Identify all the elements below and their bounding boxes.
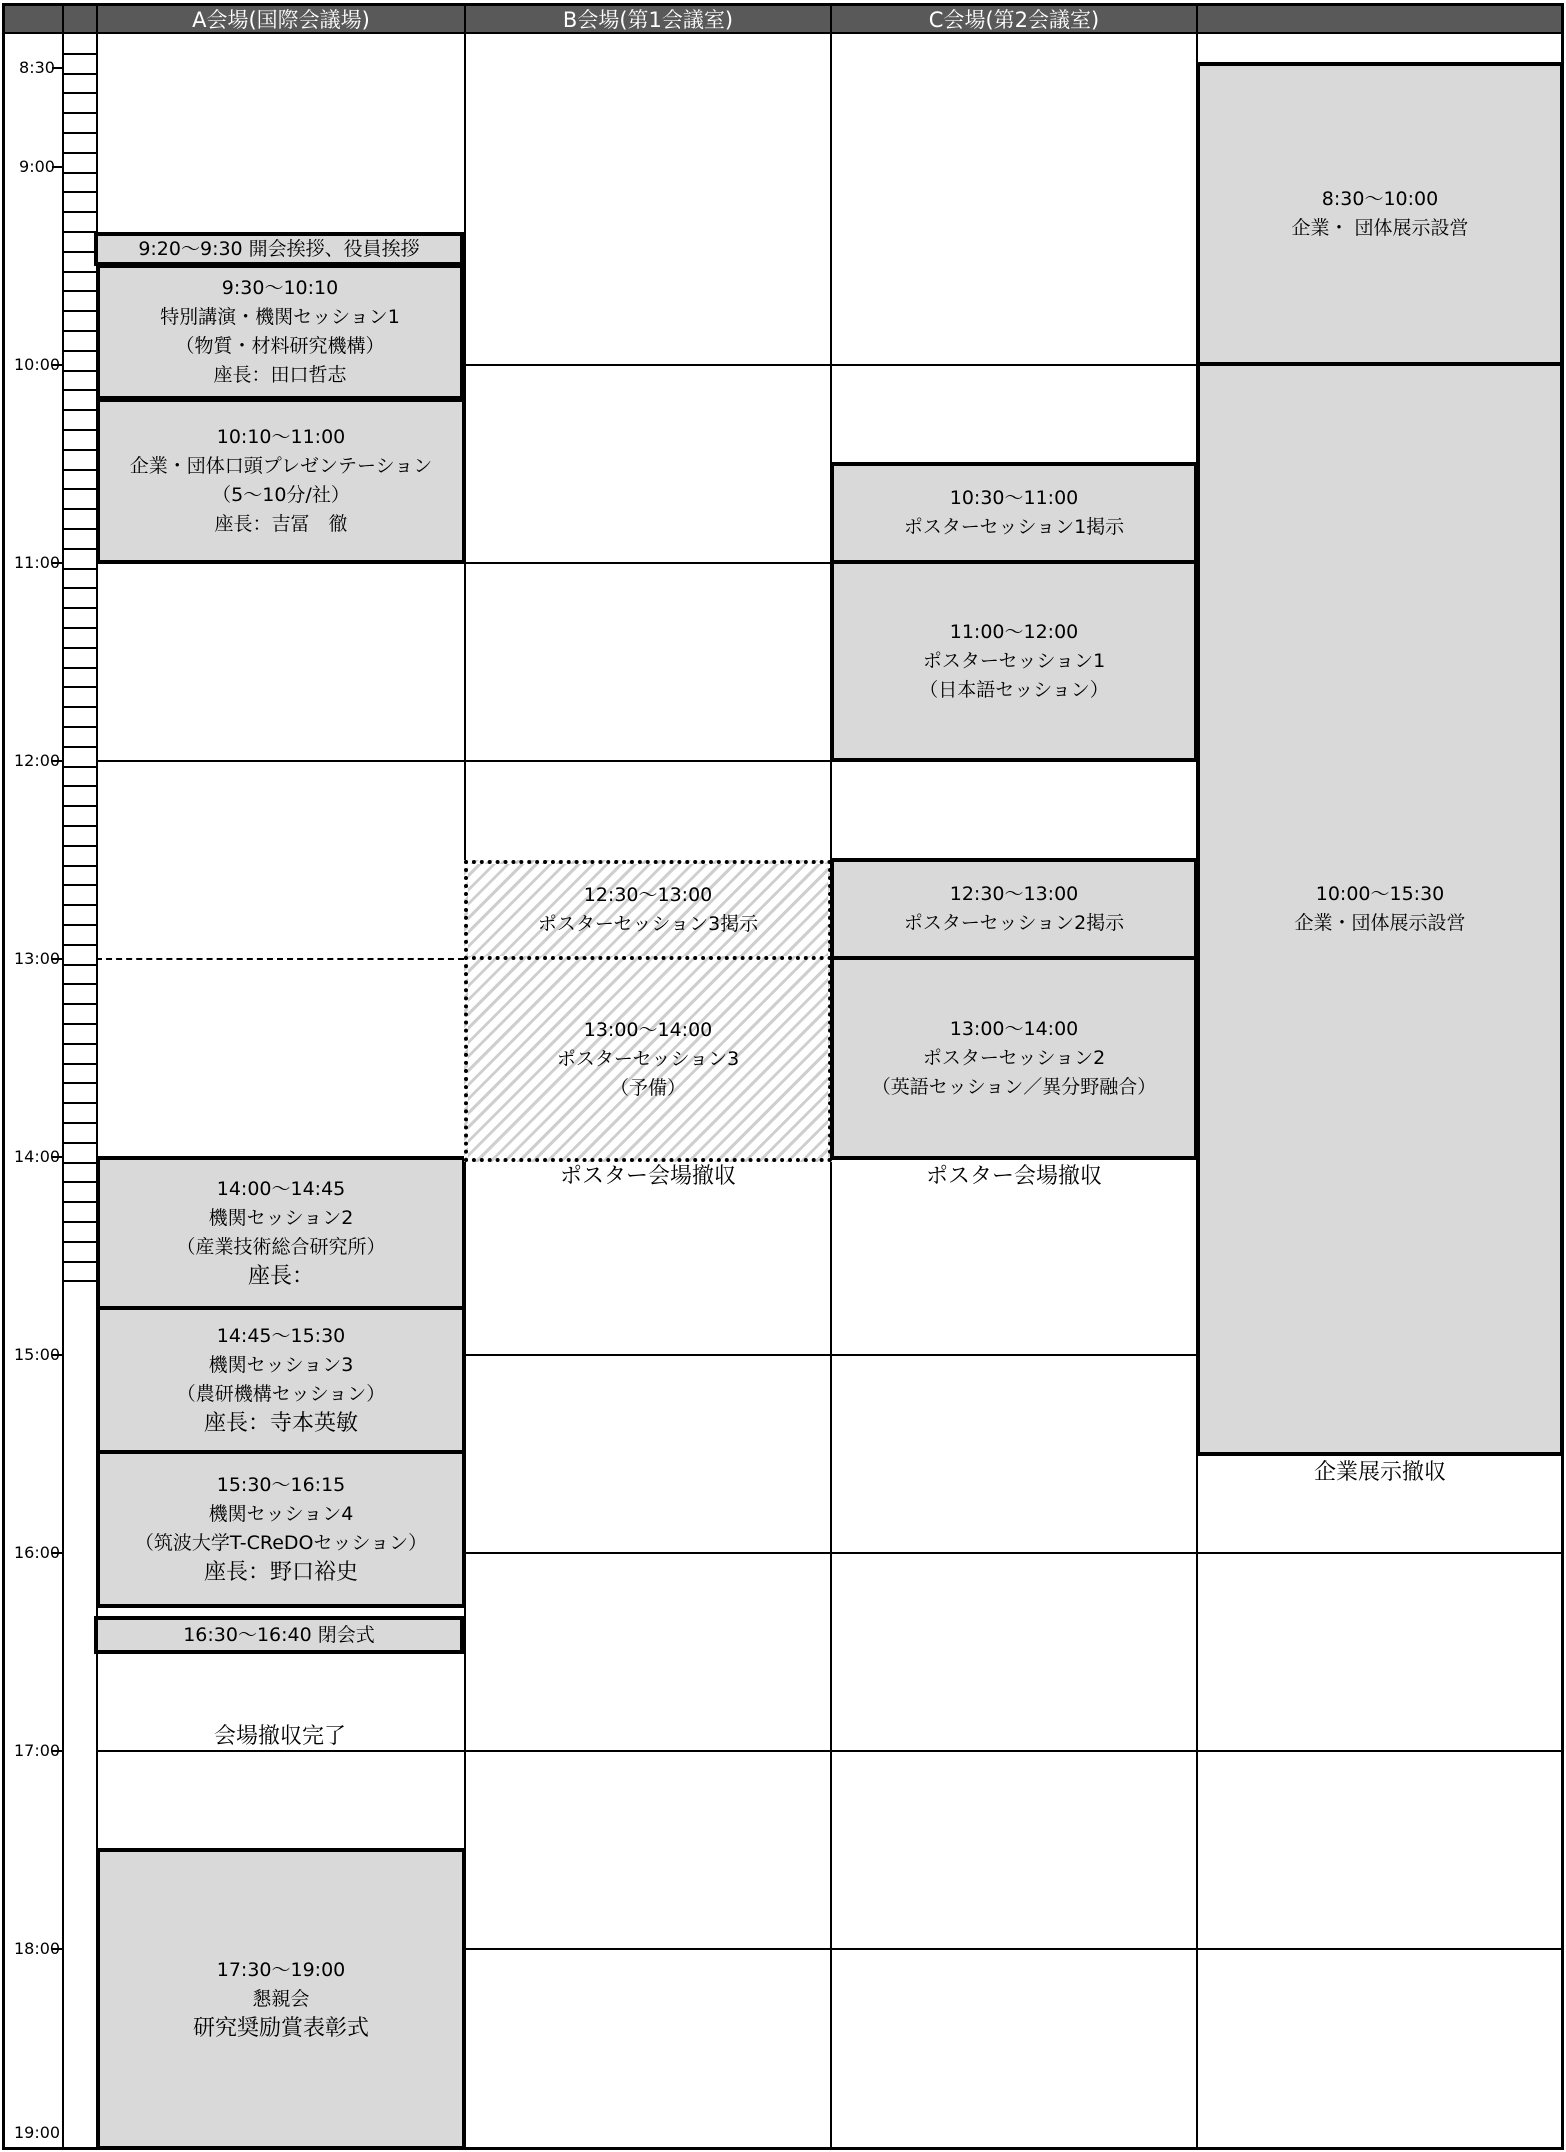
time-label-1900: 19:00 — [14, 2123, 61, 2142]
event-note: （日本語セッション） — [919, 678, 1109, 701]
time-tick — [62, 528, 96, 530]
event-title: ポスターセッション2 — [922, 1046, 1106, 1069]
time-tick — [62, 449, 96, 451]
time-tick — [62, 964, 96, 966]
event-title: ポスターセッション3掲示 — [537, 913, 759, 935]
time-tick — [62, 1043, 96, 1045]
event-time: 9:30～10:10 — [221, 277, 339, 299]
event-exhibit-setup — [1196, 62, 1564, 366]
time-tick — [62, 785, 96, 787]
event-time: 8:30～10:00 — [1321, 188, 1439, 210]
time-tick — [62, 389, 96, 391]
event-title: ポスターセッション1 — [922, 649, 1106, 672]
time-tick — [62, 568, 96, 570]
event-title: 機関セッション4 — [208, 1503, 354, 1525]
time-tick — [62, 508, 96, 510]
grid-line-1500 — [464, 1354, 1196, 1356]
event-time: 17:30～19:00 — [216, 1958, 346, 1981]
event-title: ポスターセッション2掲示 — [903, 912, 1125, 934]
grid-line-1300-dashed — [96, 958, 464, 960]
time-tick — [62, 132, 96, 134]
event-reception — [96, 1848, 466, 2150]
time-tick — [62, 587, 96, 589]
event-title: 機関セッション2 — [208, 1207, 354, 1229]
time-tick — [62, 1280, 96, 1282]
event-company-presentation — [96, 398, 466, 564]
event-poster3 — [464, 956, 832, 1162]
time-tick — [62, 1003, 96, 1005]
time-tick — [62, 1142, 96, 1144]
time-tick — [62, 1023, 96, 1025]
time-label-1000: 10:00 — [14, 355, 61, 374]
time-tick — [62, 1082, 96, 1084]
time-tick — [62, 647, 96, 649]
event-session-3 — [96, 1306, 466, 1454]
time-tick — [62, 488, 96, 490]
event-poster2 — [830, 956, 1198, 1160]
event-title: 企業・団体展示設営 — [1294, 912, 1466, 934]
event-chair: 座長：野口裕史 — [203, 1560, 358, 1585]
time-label-1100: 11:00 — [14, 553, 61, 572]
time-label-0830: 8:30 — [19, 58, 55, 77]
time-tick — [62, 904, 96, 906]
tick-column — [62, 34, 98, 2148]
event-time: 10:00～15:30 — [1315, 883, 1445, 905]
event-award: 研究奨励賞表彰式 — [192, 2015, 369, 2041]
time-tick — [62, 1261, 96, 1263]
time-label-1800: 18:00 — [14, 1939, 61, 1958]
time-label-1400: 14:00 — [14, 1147, 61, 1166]
time-column — [2, 34, 64, 2148]
time-tick — [62, 370, 96, 372]
time-tick — [62, 726, 96, 728]
event-org: （筑波大学T-CReDOセッション） — [134, 1532, 428, 1554]
time-tick — [62, 607, 96, 609]
event-time: 10:30～11:00 — [949, 487, 1079, 509]
event-chair: 座長：田口哲志 — [213, 364, 347, 386]
note-poster-cleanup-b: ポスター会場撤収 — [559, 1164, 736, 1189]
time-tick — [62, 271, 96, 273]
time-tick — [62, 310, 96, 312]
time-tick — [62, 1162, 96, 1164]
event-session-2 — [96, 1156, 466, 1310]
time-tick — [62, 1241, 96, 1243]
event-time: 11:00～12:00 — [949, 620, 1079, 643]
event-title: 企業・団体口頭プレゼンテーション — [129, 455, 433, 477]
event-closing-text: 16:30～16:40 閉会式 — [183, 1623, 375, 1646]
event-exhibit-operation — [1196, 362, 1564, 1456]
time-tick — [62, 290, 96, 292]
time-tick — [62, 706, 96, 708]
header-room-c: C会場(第2会議室) — [830, 3, 1198, 34]
event-opening-greeting-text: 9:20～9:30 開会挨拶、役員挨拶 — [138, 237, 420, 260]
time-tick — [62, 152, 96, 154]
event-chair: 座長：寺本英敏 — [203, 1411, 358, 1436]
note-venue-cleanup: 会場撤収完了 — [213, 1724, 346, 1749]
time-tick — [62, 924, 96, 926]
time-tick — [62, 92, 96, 94]
time-label-1600: 16:00 — [14, 1543, 61, 1562]
header-tick-corner — [62, 3, 98, 34]
event-time: 14:00～14:45 — [216, 1178, 346, 1200]
time-tick — [62, 865, 96, 867]
header-room-a: A会場(国際会議場) — [96, 3, 466, 34]
time-tick — [62, 429, 96, 431]
event-title: ポスターセッション3 — [556, 1047, 740, 1070]
grid-line-1600 — [464, 1552, 1564, 1554]
grid-line-1000 — [464, 364, 1196, 366]
event-poster3-setup — [464, 860, 832, 960]
event-chair: 座長： — [247, 1264, 314, 1289]
event-time: 12:30～13:00 — [583, 884, 713, 906]
time-tick — [62, 825, 96, 827]
event-time: 10:10～11:00 — [216, 426, 346, 448]
time-tick — [62, 667, 96, 669]
time-tick — [62, 53, 96, 55]
time-tick — [62, 469, 96, 471]
time-tick — [62, 231, 96, 233]
time-tick — [62, 112, 96, 114]
time-tick — [62, 409, 96, 411]
time-tick — [62, 1201, 96, 1203]
header-exhibit — [1196, 3, 1564, 34]
event-special-lecture — [96, 264, 464, 400]
event-note: （予備） — [609, 1076, 686, 1099]
time-tick — [62, 1102, 96, 1104]
note-poster-cleanup-c: ポスター会場撤収 — [925, 1164, 1102, 1189]
header-room-b: B会場(第1会議室) — [464, 3, 832, 34]
event-time: 15:30～16:15 — [216, 1474, 346, 1496]
event-title: 機関セッション3 — [208, 1354, 354, 1376]
event-note: （5～10分/社） — [212, 484, 350, 506]
grid-line-1800 — [464, 1948, 1564, 1950]
event-opening-greeting — [94, 232, 464, 266]
event-session-4 — [96, 1450, 466, 1608]
time-tick — [62, 1221, 96, 1223]
time-tick — [62, 746, 96, 748]
time-tick — [62, 350, 96, 352]
time-tick — [62, 627, 96, 629]
header-time-corner — [2, 3, 64, 34]
event-time: 12:30～13:00 — [949, 883, 1079, 905]
time-tick — [62, 686, 96, 688]
time-label-1300: 13:00 — [14, 949, 61, 968]
time-tick — [62, 191, 96, 193]
time-tick — [62, 548, 96, 550]
grid-line-1700 — [96, 1750, 1564, 1752]
event-org: （物質・材料研究機構） — [175, 335, 385, 357]
time-tick — [62, 330, 96, 332]
time-tick — [62, 766, 96, 768]
time-tick — [62, 73, 96, 75]
time-label-1500: 15:00 — [14, 1345, 61, 1364]
event-org: （産業技術総合研究所） — [176, 1236, 386, 1258]
time-tick — [62, 1063, 96, 1065]
time-tick — [62, 845, 96, 847]
time-tick — [62, 1122, 96, 1124]
event-time: 13:00～14:00 — [583, 1018, 713, 1041]
event-closing-ceremony — [94, 1616, 464, 1654]
event-time: 14:45～15:30 — [216, 1325, 346, 1347]
time-tick — [62, 172, 96, 174]
event-poster1-setup — [830, 462, 1198, 564]
time-label-1700: 17:00 — [14, 1741, 61, 1760]
event-org: （農研機構セッション） — [176, 1383, 386, 1405]
event-time: 13:00～14:00 — [949, 1017, 1079, 1040]
time-label-1200: 12:00 — [14, 751, 61, 770]
time-tick — [62, 805, 96, 807]
event-title: ポスターセッション1掲示 — [903, 516, 1125, 538]
time-tick — [62, 211, 96, 213]
time-tick — [62, 251, 96, 253]
time-tick — [62, 983, 96, 985]
note-exhibit-cleanup: 企業展示撤収 — [1313, 1460, 1446, 1485]
time-tick — [62, 944, 96, 946]
event-chair: 座長：吉冨 徹 — [214, 513, 348, 535]
event-title: 企業・ 団体展示設営 — [1291, 217, 1469, 239]
time-tick — [62, 884, 96, 886]
event-title: 特別講演・機関セッション1 — [160, 306, 400, 328]
event-poster1 — [830, 560, 1198, 762]
time-tick — [62, 1181, 96, 1183]
event-title: 懇親会 — [252, 1987, 310, 2010]
time-label-0900: 9:00 — [19, 157, 55, 176]
event-note: （英語セッション／異分野融合） — [871, 1075, 1157, 1098]
event-poster2-setup — [830, 858, 1198, 960]
